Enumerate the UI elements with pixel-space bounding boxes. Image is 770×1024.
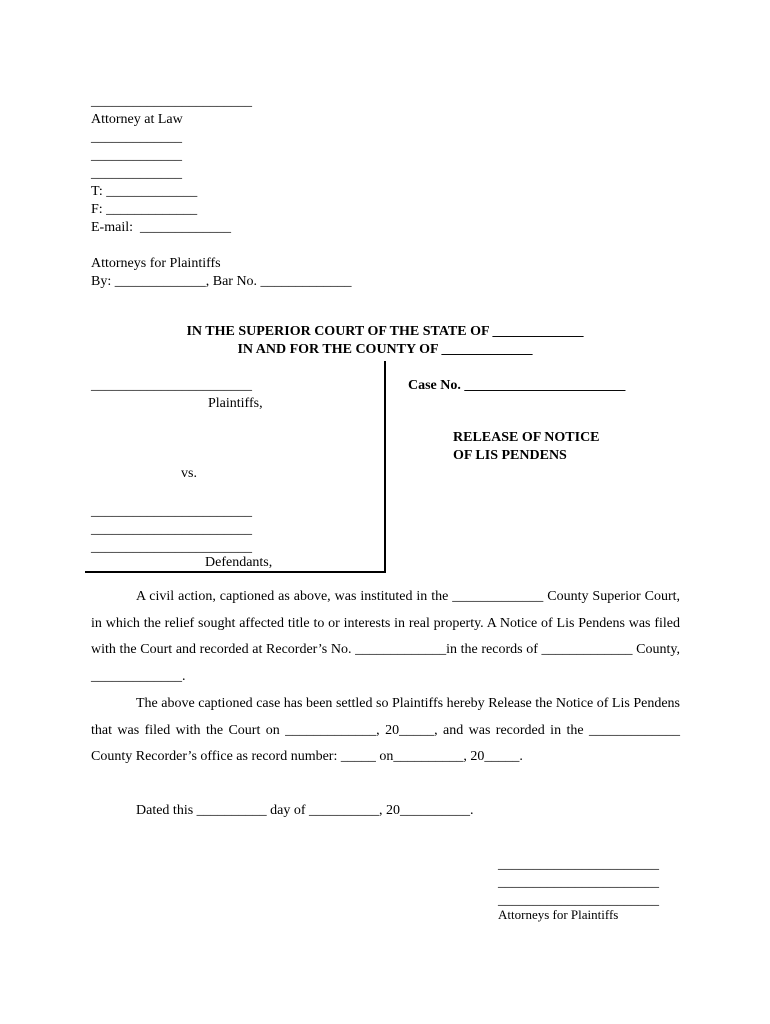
address-line-1: _____________	[91, 130, 182, 145]
defendant-line-3: _______________________	[91, 540, 252, 555]
fax-line: F: _____________	[91, 202, 198, 217]
court-heading-line-1: IN THE SUPERIOR COURT OF THE STATE OF _____________	[186, 324, 584, 339]
document-title-line-1: RELEASE OF NOTICE	[453, 430, 600, 445]
phone-line: T: _____________	[91, 184, 198, 199]
signature-line-2: _______________________	[498, 875, 659, 890]
signature-label: Attorneys for Plaintiffs	[498, 907, 619, 922]
address-line-2: _____________	[91, 148, 182, 163]
signature-line-1: _______________________	[498, 857, 659, 872]
defendant-line-2: _______________________	[91, 522, 252, 537]
court-heading-line-2: IN AND FOR THE COUNTY OF _____________	[237, 342, 533, 357]
vs-label: vs.	[181, 466, 197, 481]
dated-line: Dated this __________ day of __________, 20__________.	[136, 803, 474, 818]
email-line: E-mail: _____________	[91, 220, 231, 235]
address-line-3: _____________	[91, 166, 182, 181]
caption-vertical-divider	[384, 361, 386, 573]
case-number-line: Case No. _______________________	[408, 378, 626, 393]
body-text	[91, 584, 680, 771]
plaintiffs-label: Plaintiffs,	[208, 396, 263, 411]
paragraph-settlement-release: The above captioned case has been settled so Plaintiffs hereby Release the Notice of Lis Pendens that was filed with the Court on _____________, 20_____, and was recorded in the _____________ County Recorder’s office as record number: _____ on__________, 20_____.	[91, 695, 680, 765]
by-bar-line: By: _____________, Bar No. _____________	[91, 274, 352, 289]
paragraph-civil-action: A civil action, captioned as above, was instituted in the _____________ County Superior Court, in which the relief sought affected title to or interests in real property. A Notice of Lis Pendens was filed with the Court and recorded at Recorder’s No. _____________in the records of _____________ County, _____________.	[91, 589, 680, 685]
signature-line-3: _______________________	[498, 893, 659, 908]
defendants-label: Defendants,	[205, 555, 273, 570]
attorney-name-line: _______________________	[91, 94, 252, 109]
defendant-line-1: _______________________	[91, 504, 252, 519]
attorneys-for-label: Attorneys for Plaintiffs	[91, 256, 221, 271]
document-title-line-2: OF LIS PENDENS	[453, 448, 567, 463]
attorney-title: Attorney at Law	[91, 112, 183, 127]
plaintiff-name-line: _______________________	[91, 378, 252, 393]
